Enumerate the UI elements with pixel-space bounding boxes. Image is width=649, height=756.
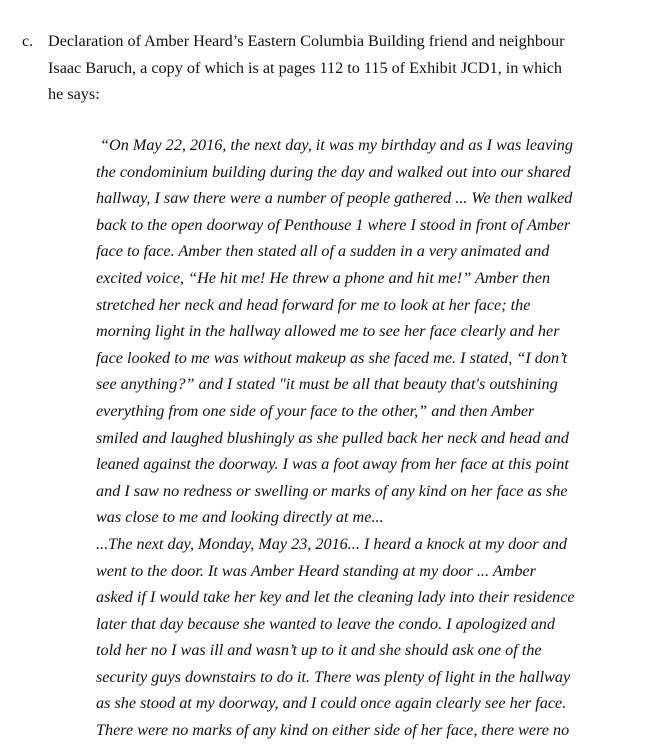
quote-line: security guys downstairs to do it. There was plenty of light in the hallway xyxy=(96,667,571,686)
quote-line: told her no I was ill and wasn’t up to it and she should ask one of the xyxy=(96,641,542,660)
intro-line: Declaration of Amber Heard’s Eastern Columbia Building friend and neighbour xyxy=(48,32,565,50)
quote-line: “On May 22, 2016, the next day, it was my birthday and as I was leaving xyxy=(100,136,573,154)
quote-line: asked if I would take her key and let the cleaning lady into their residence xyxy=(96,588,575,607)
quote-line: leaned against the doorway. I was a foot away from her face at this point xyxy=(96,455,569,474)
quote-line: the condominium building during the day and walked out into our shared xyxy=(96,162,571,181)
quote-line: ...The next day, Monday, May 23, 2016... I heard a knock at my door and xyxy=(96,534,567,553)
intro-line: he says: xyxy=(48,85,100,104)
quote-line: and I saw no redness or swelling or marks of any kind on her face as she xyxy=(96,481,568,500)
quote-line: back to the open doorway of Penthouse 1 where I stood in front of Amber xyxy=(96,215,571,234)
quote-line: face to face. Amber then stated all of a sudden in a very animated and xyxy=(96,242,550,261)
quote-line: smiled and laughed blushingly as she pulled back her neck and head and xyxy=(96,428,569,447)
quote-line: stretched her neck and head forward for me to look at her face; the xyxy=(96,295,531,314)
quote-line: There were no marks of any kind on either side of her face, there were no xyxy=(96,721,570,740)
intro-line: Isaac Baruch, a copy of which is at pages 112 to 115 of Exhibit JCD1, in which xyxy=(48,58,562,77)
quote-line: everything from one side of your face to the other,” and then Amber xyxy=(96,401,535,420)
quote-line: as she stood at my doorway, and I could once again clearly see her face. xyxy=(96,694,567,713)
quote-line: see anything?” and I stated "it must be all that beauty that's outshining xyxy=(96,375,558,394)
block-quote xyxy=(96,132,575,744)
quote-line: went to the door. It was Amber Heard standing at my door ... Amber xyxy=(96,561,536,580)
quote-line: was close to me and looking directly at me... xyxy=(96,508,384,527)
quote-line: excited voice, “He hit me! He threw a phone and hit me!” Amber then xyxy=(96,268,551,287)
quote-line: hallway, I saw there were a number of people gathered ... We then walked xyxy=(96,189,573,208)
list-marker: c. xyxy=(22,32,34,50)
quote-line: face looked to me was without makeup as she faced me. I stated, “I don’t xyxy=(96,348,568,367)
list-item-c xyxy=(22,28,622,108)
quote-line: later that day because she wanted to leave the condo. I apologized and xyxy=(96,614,555,633)
declaration-intro xyxy=(48,28,622,108)
quote-line: morning light in the hallway allowed me to see her face clearly and her xyxy=(96,322,560,341)
